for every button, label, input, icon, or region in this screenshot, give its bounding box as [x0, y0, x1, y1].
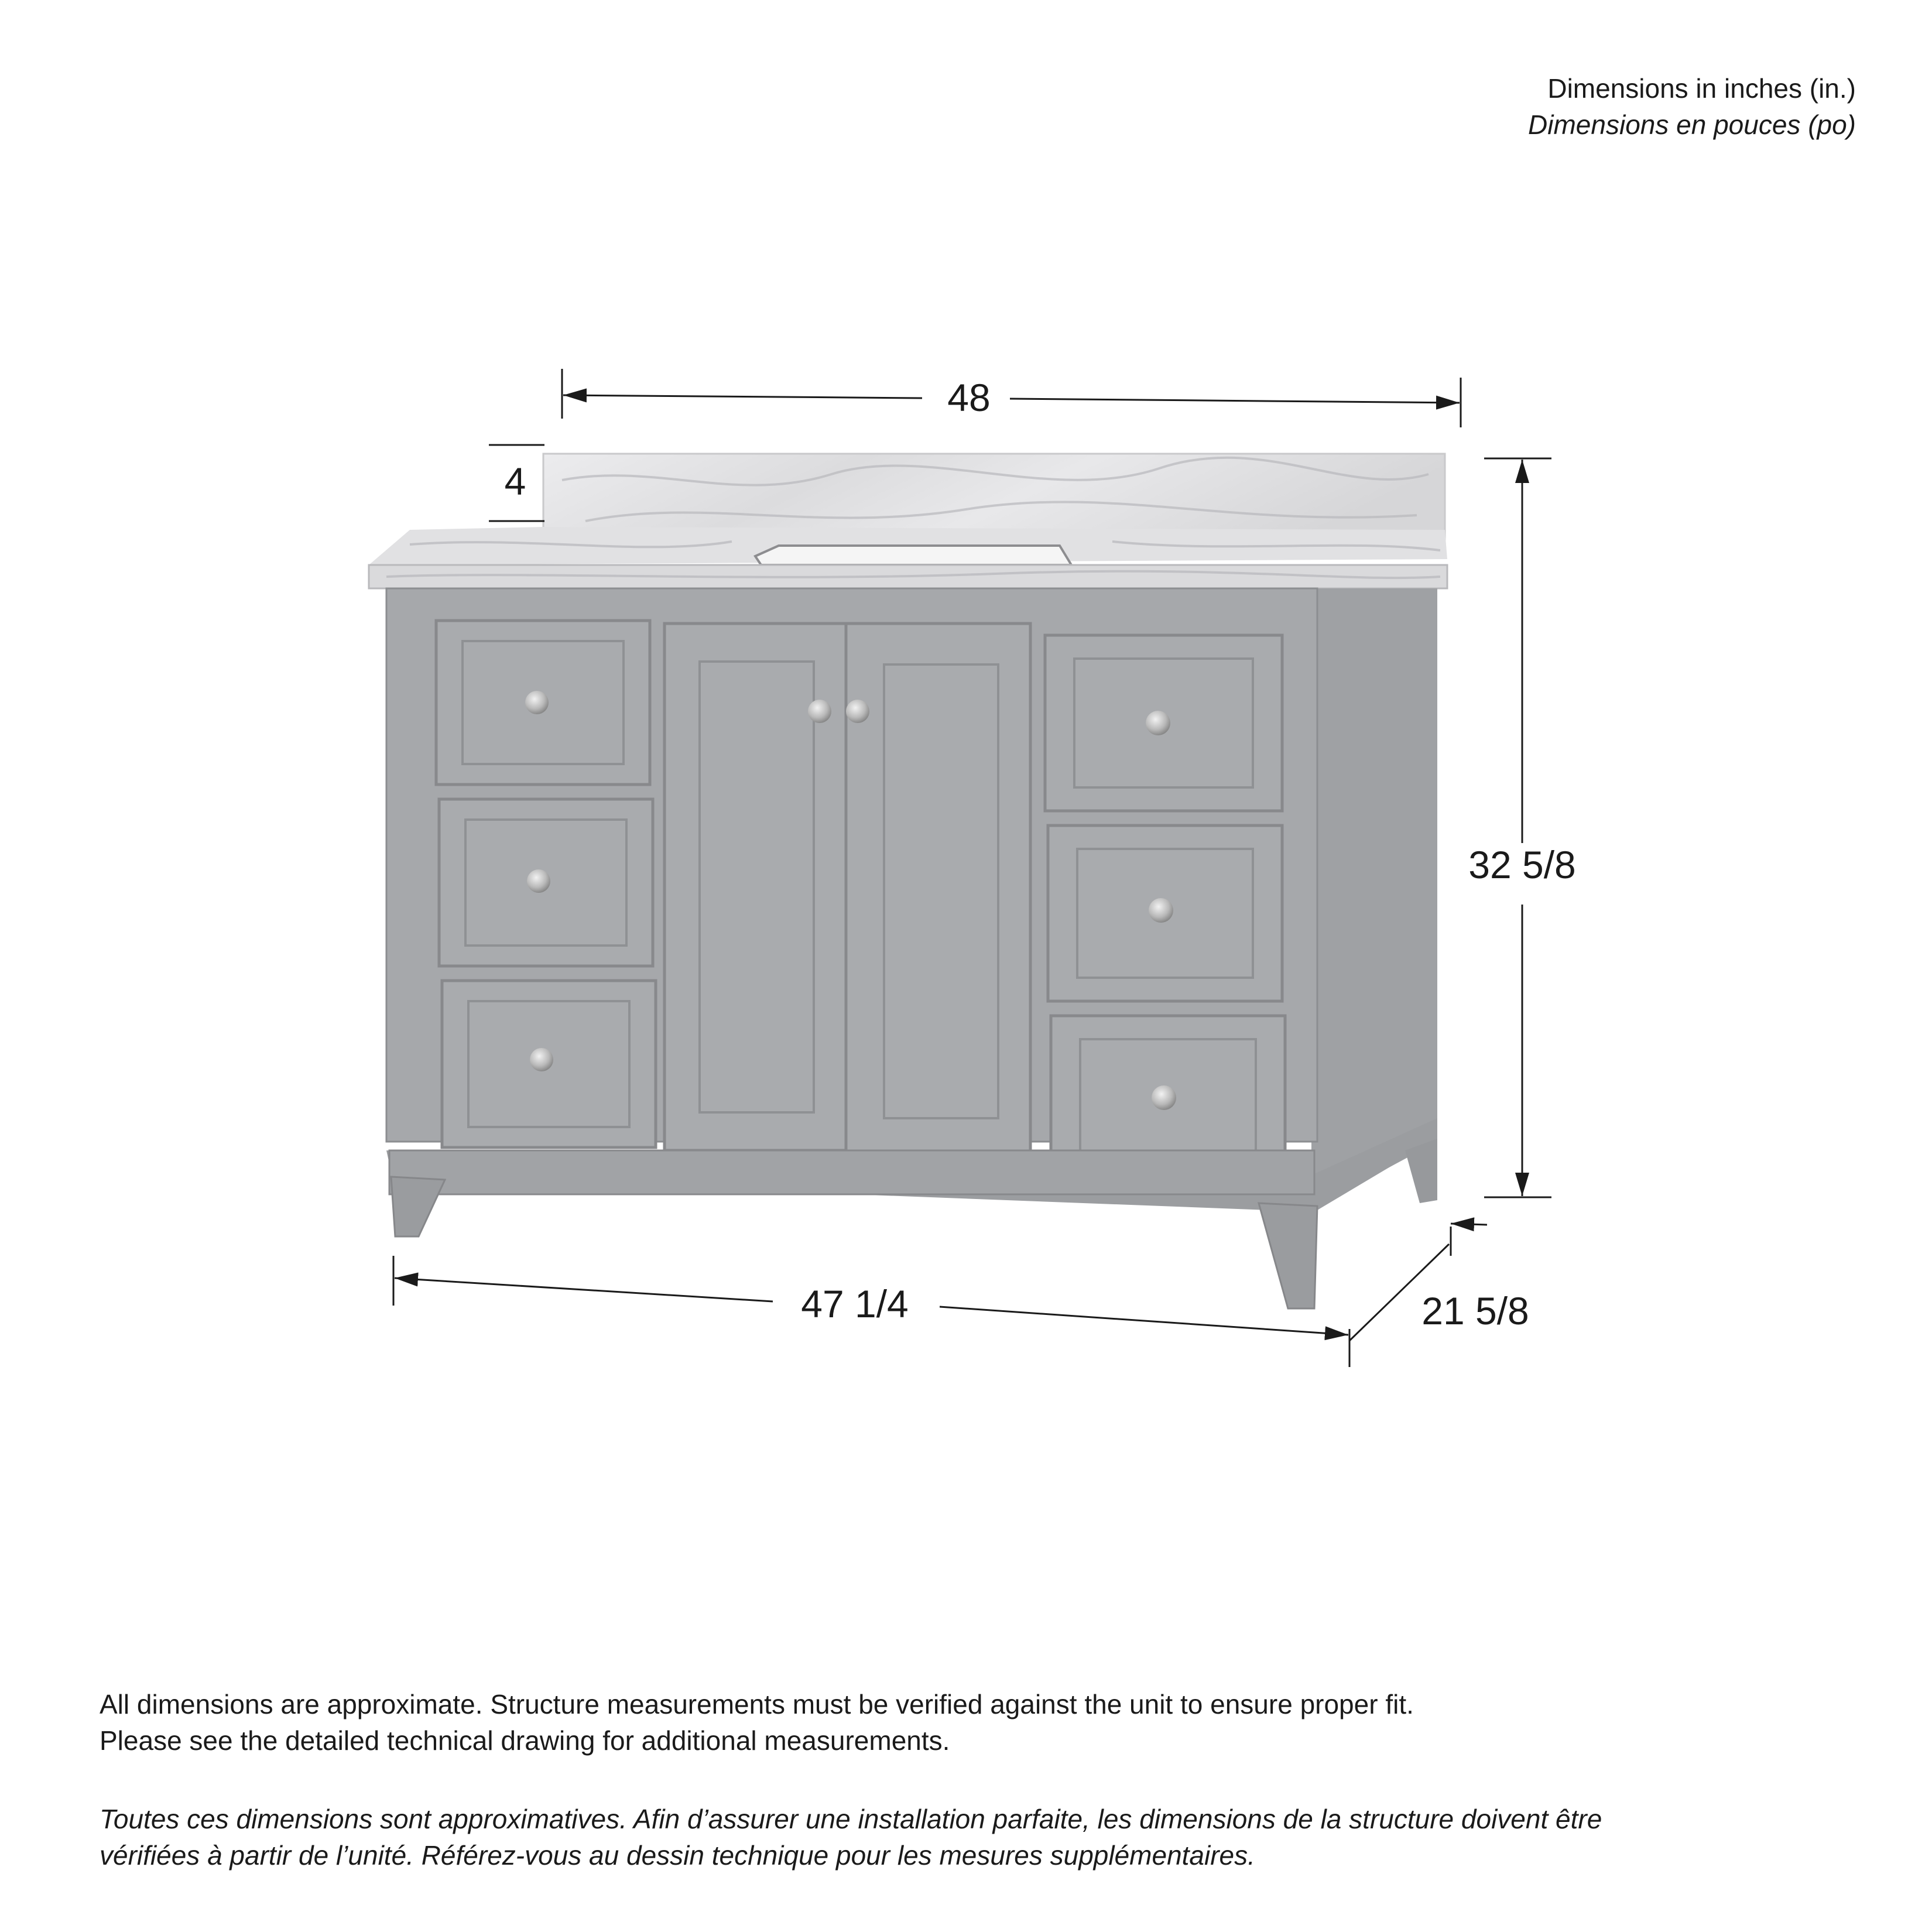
dim-cabinet-width: 47 1/4 [801, 1282, 909, 1325]
dim-backsplash-height: 4 [504, 460, 526, 503]
disclaimer-notes [100, 1686, 1856, 1873]
cabinet-side-panel [1311, 588, 1437, 1209]
dim-total-height: 32 5/8 [1468, 843, 1576, 886]
door-right [846, 624, 1030, 1153]
drawer-knob [1146, 711, 1170, 735]
center-doors [664, 624, 1030, 1153]
dim-depth: 21 5/8 [1421, 1289, 1529, 1332]
door-knob [808, 700, 831, 723]
drawer-knob [525, 691, 549, 714]
sink-opening [755, 546, 1071, 565]
vanity [369, 454, 1447, 1308]
leg-front-right [1259, 1203, 1317, 1308]
leg-front-left [391, 1177, 445, 1236]
right-drawers [1045, 635, 1285, 1188]
base-front [389, 1150, 1314, 1194]
left-drawers [436, 621, 656, 1147]
note-fr-line1: Toutes ces dimensions sont approximatives. Afin d’assurer une installation parfaite, les dimensions de la structure doivent être [100, 1804, 1602, 1834]
drawer-knob [1152, 1085, 1176, 1110]
dim-top-width: 48 [947, 376, 991, 419]
units-french: Dimensions en pouces (po) [1528, 109, 1856, 140]
note-en-line2: Please see the detailed technical drawing for additional measurements. [100, 1725, 950, 1756]
door-knob [846, 700, 869, 723]
note-fr-line2: vérifiées à partir de l’unité. Référez-vous au dessin technique pour les mesures supplémentaires. [100, 1840, 1255, 1871]
drawer-knob [1149, 898, 1173, 923]
note-en-line1: All dimensions are approximate. Structure measurements must be verified against the unit to ensure proper fit. [100, 1689, 1414, 1719]
drawer-knob [530, 1048, 553, 1071]
units-english: Dimensions in inches (in.) [1547, 73, 1856, 104]
drawer-knob [527, 869, 550, 893]
